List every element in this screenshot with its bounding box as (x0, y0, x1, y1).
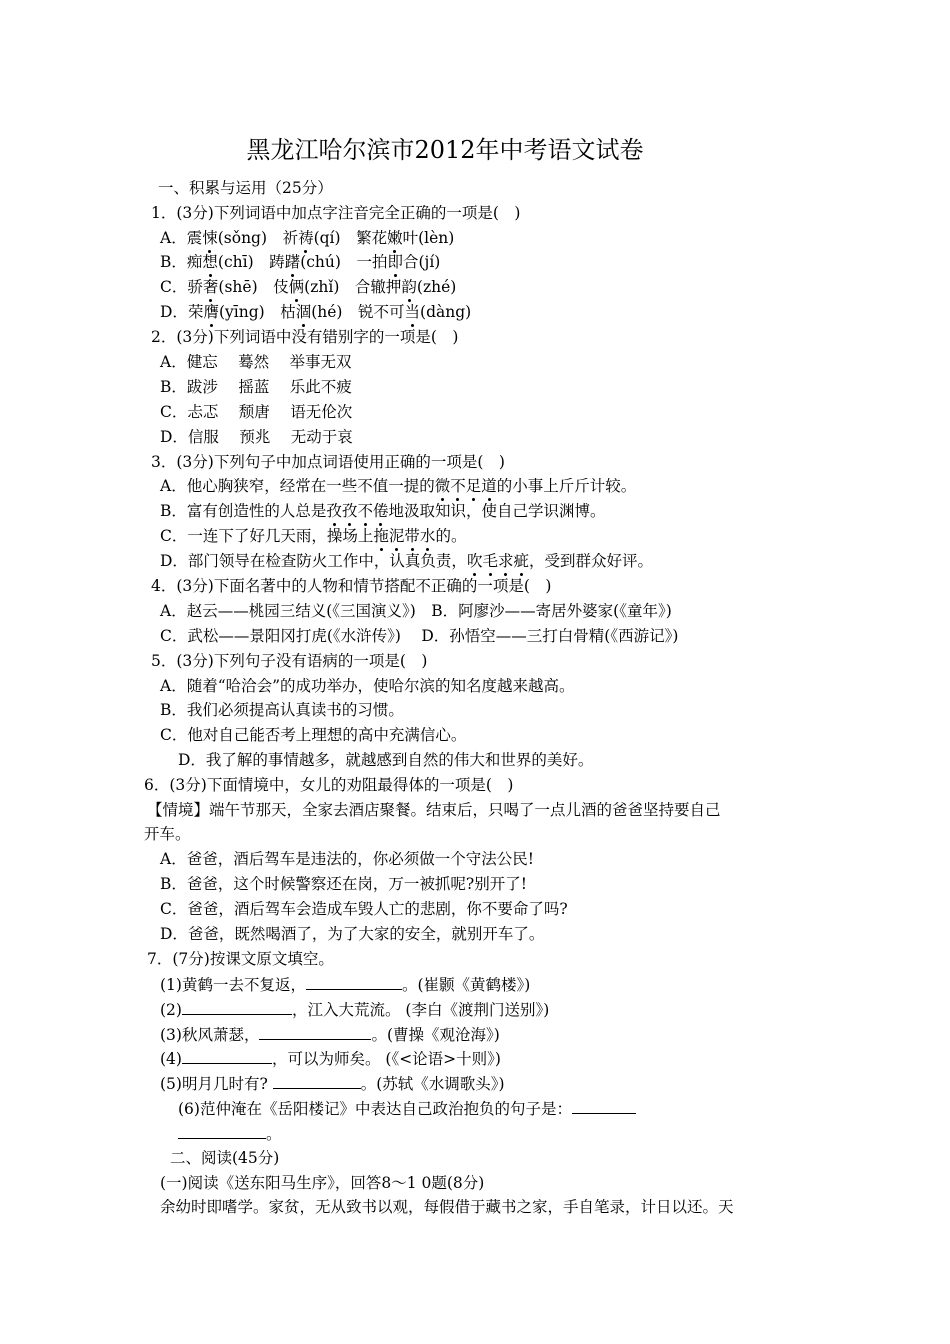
q1-option-b (160, 252, 440, 272)
q1-d-p2: (hé) (311, 303, 343, 321)
q1-c-p2: (zhǐ) (304, 278, 340, 296)
q5-stem: 5．(3分)下列句子没有语病的一项是( ) (151, 652, 428, 670)
q3-a-post: 的小事上斤斤计较。 (496, 477, 637, 495)
q1-a-d1: 悚 (202, 229, 218, 247)
q5-option-b: B．我们必须提高认真读书的习惯。 (160, 701, 404, 719)
q1-b-p3: (jí) (418, 253, 441, 271)
q6-stem: 6．(3分)下面情境中，女儿的劝阻最得体的一项是( ) (144, 776, 514, 794)
q1-b-label: B． (160, 253, 187, 271)
q4-options-row-2: C．武松——景阳冈打虎(《水浒传》) D．孙悟空——三打白骨精(《西游记》) (160, 627, 679, 645)
q1-c-label: C． (160, 278, 188, 296)
q7-line-3 (160, 1024, 500, 1045)
q7-5-source: 。(苏轼《水调歌头》) (360, 1075, 505, 1093)
q1-b-d3: 即 (387, 253, 403, 271)
q1-b-d1: 想 (202, 253, 218, 271)
emphasis-char: 孜 (326, 502, 342, 520)
q3-b-dotted (326, 502, 388, 520)
q7-6-blank-a[interactable] (572, 1098, 636, 1114)
q7-stem: 7．(7分)按课文原文填空。 (147, 950, 334, 968)
emphasis-char: 不 (450, 477, 466, 495)
q1-a-w3b: 叶 (402, 229, 419, 247)
q7-3-source: 。(曹操《观沧海》) (371, 1026, 500, 1044)
q1-option-d (160, 302, 471, 322)
q1-a-p3: (lèn) (418, 229, 455, 247)
q4-options-row-1: A．赵云——桃园三结义(《三国演义》) B．阿廖沙——寄居外婆家(《童年》) (160, 602, 672, 620)
q3-d-dotted (467, 552, 529, 570)
q7-2-prompt: (2) (160, 1001, 182, 1019)
q7-line-5 (160, 1073, 505, 1094)
q5-option-d: D．我了解的事情越多，就越感到自然的伟大和世界的美好。 (178, 751, 594, 769)
q5-option-c: C．他对自己能否考上理想的高中充满信心。 (160, 726, 467, 744)
q3-c-pre: C．一连下了好几天雨，操场上 (160, 527, 374, 545)
q3-option-b (160, 501, 605, 521)
q2-stem: 2．(3分)下列词语中没有错别字的一项是( ) (151, 328, 459, 346)
q1-a-p1: (sǒng) (217, 229, 268, 247)
q3-a-pre: A．他心胸狭窄，经常在一些不值一提的 (160, 477, 435, 495)
emphasis-char: 求 (497, 552, 514, 570)
emphasis-char: 带 (404, 527, 420, 545)
q3-option-d (160, 551, 653, 571)
q1-c-w3: 合辙押 (354, 278, 402, 296)
q1-c-p3: (zhé) (416, 278, 457, 296)
q1-d-w3: 锐不可 (358, 303, 405, 321)
q1-a-d2: 祷 (298, 229, 314, 247)
q1-b-w3b: 合 (402, 253, 419, 271)
q3-d-post: ，受到群众好评。 (529, 552, 654, 570)
q6-context-line-1: 【情境】端午节那天，全家去酒店聚餐。结束后，只喝了一点儿酒的爸爸坚持要自己 (147, 801, 721, 819)
q1-b-w2: 踌 (269, 253, 285, 271)
emphasis-char: 孜 (341, 502, 358, 520)
q1-d-d1: 膺 (203, 303, 219, 321)
q7-6-blank-b[interactable] (178, 1123, 266, 1139)
q7-6-prompt: (6)范仲淹在《岳阳楼记》中表达自己政治抱负的句子是： (178, 1100, 572, 1118)
q1-a-p2: (qí) (313, 229, 341, 247)
q7-1-prompt: (1)黄鹤一去不复返， (160, 976, 306, 994)
q3-c-dotted (373, 527, 435, 545)
q2-option-c: C．忐忑 颓唐 语无伦次 (160, 403, 353, 421)
q1-d-p1: (yīng) (218, 303, 265, 321)
q1-stem: 1．(3分)下列词语中加点字注音完全正确的一项是( ) (151, 204, 521, 222)
q3-d-pre: D．部门领导在检查防火工作中，认真负责， (160, 552, 467, 570)
q7-line-4 (160, 1048, 501, 1069)
q7-4-source: ，可以为师矣。 (《<论语>十则》) (271, 1050, 501, 1068)
q1-a-w3: 繁花 (356, 229, 388, 247)
q6-option-d: D．爸爸，既然喝酒了，为了大家的安全，就别开车了。 (160, 925, 545, 943)
emphasis-char: 倦 (372, 502, 389, 520)
emphasis-char: 不 (357, 502, 373, 520)
emphasis-char: 道 (481, 477, 497, 495)
q7-line-1 (160, 974, 530, 995)
q1-d-w2: 枯 (280, 303, 296, 321)
q1-c-w1: 骄 (187, 278, 203, 296)
q3-option-a (160, 476, 636, 496)
q3-b-pre: B．富有创造性的人总是 (160, 502, 327, 520)
q7-line-6 (178, 1098, 636, 1119)
q6-option-c: C．爸爸，酒后驾车会造成车毁人亡的悲剧，你不要命了吗? (160, 900, 568, 918)
q7-1-blank[interactable] (306, 974, 402, 990)
q4-stem: 4．(3分)下面名著中的人物和情节搭配不正确的一项是( ) (151, 577, 552, 595)
q7-2-source: ，江入大荒流。 (李白《渡荆门送别》) (291, 1001, 550, 1019)
q1-b-p2: (chú) (300, 253, 341, 271)
q2-option-d: D．信服 预兆 无动于哀 (160, 428, 353, 446)
q1-b-d2: 躇 (284, 253, 301, 271)
emphasis-char: 水 (419, 527, 436, 545)
q1-d-p3: (dàng) (420, 303, 472, 321)
emphasis-char: 毛 (482, 552, 498, 570)
q2-option-a: A．健忘 蓦然 举事无双 (160, 353, 352, 371)
q1-a-label: A． (160, 229, 187, 247)
q6-context-line-2: 开车。 (144, 825, 191, 843)
q1-a-w2: 祈 (282, 229, 299, 247)
q3-stem: 3．(3分)下列句子中加点词语使用正确的一项是( ) (151, 453, 505, 471)
q7-6-end: 。 (266, 1125, 282, 1143)
q1-option-c (160, 277, 456, 297)
q6-option-a: A．爸爸，酒后驾车是违法的，你必须做一个守法公民! (160, 850, 534, 868)
q7-5-blank[interactable] (273, 1073, 361, 1089)
q2-option-b: B．跋涉 摇蓝 乐此不疲 (160, 378, 352, 396)
q1-b-p1: (chī) (217, 253, 254, 271)
q7-1-source: 。(崔颢《黄鹤楼》) (401, 976, 531, 994)
q3-a-dotted (435, 477, 497, 495)
reading-1-instructions: (一)阅读《送东阳马生序》，回答8～1 0题(8分) (160, 1174, 485, 1192)
q1-d-d2: 涸 (295, 303, 312, 321)
q7-4-prompt: (4) (160, 1050, 182, 1068)
emphasis-char: 拖 (373, 527, 389, 545)
q1-c-d3: 韵 (401, 278, 417, 296)
q3-b-post: 地汲取知识，使自己学识渊博。 (388, 502, 606, 520)
section-1-heading: 一、积累与运用（25分） (158, 179, 333, 197)
q1-c-d1: 奢 (202, 278, 219, 296)
emphasis-char: 足 (465, 477, 482, 495)
q1-b-w3: 一拍 (356, 253, 388, 271)
emphasis-char: 疵 (513, 552, 529, 570)
q1-option-a (160, 228, 454, 248)
q1-c-p1: (shē) (218, 278, 258, 296)
q6-option-b: B．爸爸，这个时候警察还在岗，万一被抓呢?别开了! (160, 875, 527, 893)
q7-5-prompt: (5)明月几时有? (160, 1075, 273, 1093)
q5-option-a: A．随着“哈洽会”的成功举办，使哈尔滨的知名度越来越高。 (160, 677, 575, 695)
q3-option-c (160, 526, 466, 546)
q1-d-w1: 荣 (187, 303, 204, 321)
emphasis-char: 微 (434, 477, 451, 495)
emphasis-char: 泥 (388, 527, 405, 545)
q7-line-2 (160, 999, 549, 1020)
emphasis-char: 吹 (466, 552, 483, 570)
q7-3-prompt: (3)秋风萧瑟， (160, 1026, 260, 1044)
page-title: 黑龙江哈尔滨市2012年中考语文试卷 (246, 136, 644, 164)
q7-3-blank[interactable] (259, 1024, 371, 1040)
q1-b-w1: 痴 (186, 253, 203, 271)
q3-c-post: 的。 (435, 527, 467, 545)
q7-line-6-cont (178, 1123, 282, 1144)
q1-d-label: D． (160, 303, 188, 321)
q1-a-d3: 嫩 (387, 229, 403, 247)
reading-1-passage-line: 余幼时即嗜学。家贫，无从致书以观，每假借于藏书之家，手自笔录，计日以还。天 (160, 1198, 734, 1216)
q7-2-blank[interactable] (182, 999, 292, 1015)
section-2-heading: 二、阅读(45分) (170, 1149, 280, 1167)
q1-c-d2: 俩 (288, 278, 305, 296)
q1-c-w2: 伎 (273, 278, 289, 296)
q1-d-d3: 当 (404, 303, 421, 321)
q1-a-w1: 震 (186, 229, 203, 247)
q7-4-blank[interactable] (182, 1048, 272, 1064)
